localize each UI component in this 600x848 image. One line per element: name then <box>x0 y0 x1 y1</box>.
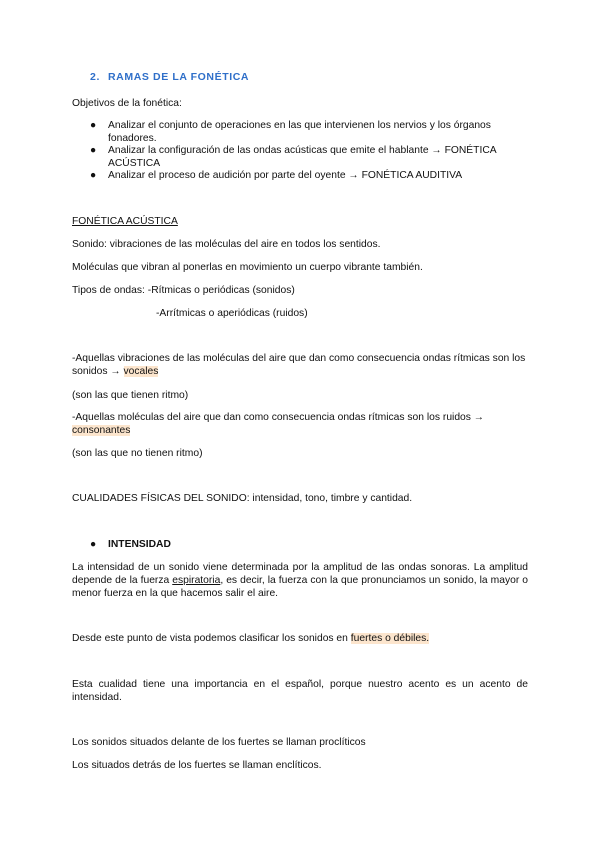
bullet-icon: ● <box>90 145 97 156</box>
intensity-heading <box>90 538 171 551</box>
intensity-paragraph-4: Los sonidos situados delante de los fuertes se llaman proclíticos <box>72 737 366 748</box>
qualities-text: CUALIDADES FÍSICAS DEL SONIDO: intensidad, tono, timbre y cantidad. <box>72 493 413 504</box>
consonants-highlight: consonantes <box>72 425 131 436</box>
intensity-paragraph-3: Esta cualidad tiene una importancia en el español, porque nuestro acento es un acento de intensidad. <box>72 679 528 703</box>
objectives-label: Objetivos de la fonética: <box>72 98 182 109</box>
molecules-text: Moléculas que vibran al ponerlas en movimiento un cuerpo vibrante también. <box>72 262 423 273</box>
consonants-note: (son las que no tienen ritmo) <box>72 448 203 459</box>
objective-text: Analizar la configuración de las ondas acústicas que emite el hablante → FONÉTICA ACÚSTICA <box>108 145 497 169</box>
wave-types <box>72 284 528 297</box>
objective-text: Analizar el conjunto de operaciones en las que intervienen los nervios y los órganos fonadores. <box>108 120 491 144</box>
section-heading <box>90 71 249 84</box>
objective-text: Analizar el proceso de audición por parte del oyente → FONÉTICA AUDITIVA <box>108 170 463 181</box>
intensity-paragraph-2 <box>72 632 528 645</box>
consonants-text: -Aquellas moléculas del aire que dan como consecuencia ondas rítmicas son los ruidos → <box>72 412 485 423</box>
sound-definition: Sonido: vibraciones de las moléculas del aire en todos los sentidos. <box>72 239 381 250</box>
section-title: RAMAS DE LA FONÉTICA <box>108 71 250 83</box>
objective-item <box>90 169 530 182</box>
bullet-icon: ● <box>90 170 97 181</box>
intensity-title: INTENSIDAD <box>108 539 171 550</box>
intensity-p1-b: , es decir, la fuerza con la que pronunciamos un sonido, la mayor o menor fuerza en la que hacemos salir el aire. <box>72 575 528 599</box>
vowels-highlight: vocales <box>123 366 159 377</box>
intensity-p1-a: La intensidad de un sonido viene determinada por la amplitud de las ondas sonoras. La amplitud depende de la fuerza <box>72 562 528 586</box>
wave-rhythmic: -Rítmicas o periódicas (sonidos) <box>147 285 295 296</box>
consonants-paragraph <box>72 411 528 437</box>
intensity-p2-text: Desde este punto de vista podemos clasificar los sonidos en <box>72 633 351 644</box>
intensity-p2-highlight: fuertes o débiles. <box>350 633 430 644</box>
bullet-icon: ● <box>90 539 97 550</box>
vowels-text: -Aquellas vibraciones de las moléculas del aire que dan como consecuencia ondas rítmicas son los sonidos → <box>72 353 526 377</box>
wave-types-label: Tipos de ondas: <box>72 285 145 296</box>
section-number: 2. <box>90 71 100 83</box>
intensity-p1-underlined: espiratoria <box>172 575 221 586</box>
intensity-paragraph-5: Los situados detrás de los fuertes se llaman enclíticos. <box>72 760 322 771</box>
intensity-paragraph-1 <box>72 561 528 600</box>
wave-arrhythmic: -Arrítmicas o aperiódicas (ruidos) <box>156 308 308 319</box>
vowels-note: (son las que tienen ritmo) <box>72 390 189 401</box>
acoustic-title: FONÉTICA ACÚSTICA <box>72 216 178 227</box>
vowels-paragraph <box>72 352 528 378</box>
objective-item <box>90 144 530 170</box>
bullet-icon: ● <box>90 120 97 131</box>
objective-item <box>90 119 530 145</box>
